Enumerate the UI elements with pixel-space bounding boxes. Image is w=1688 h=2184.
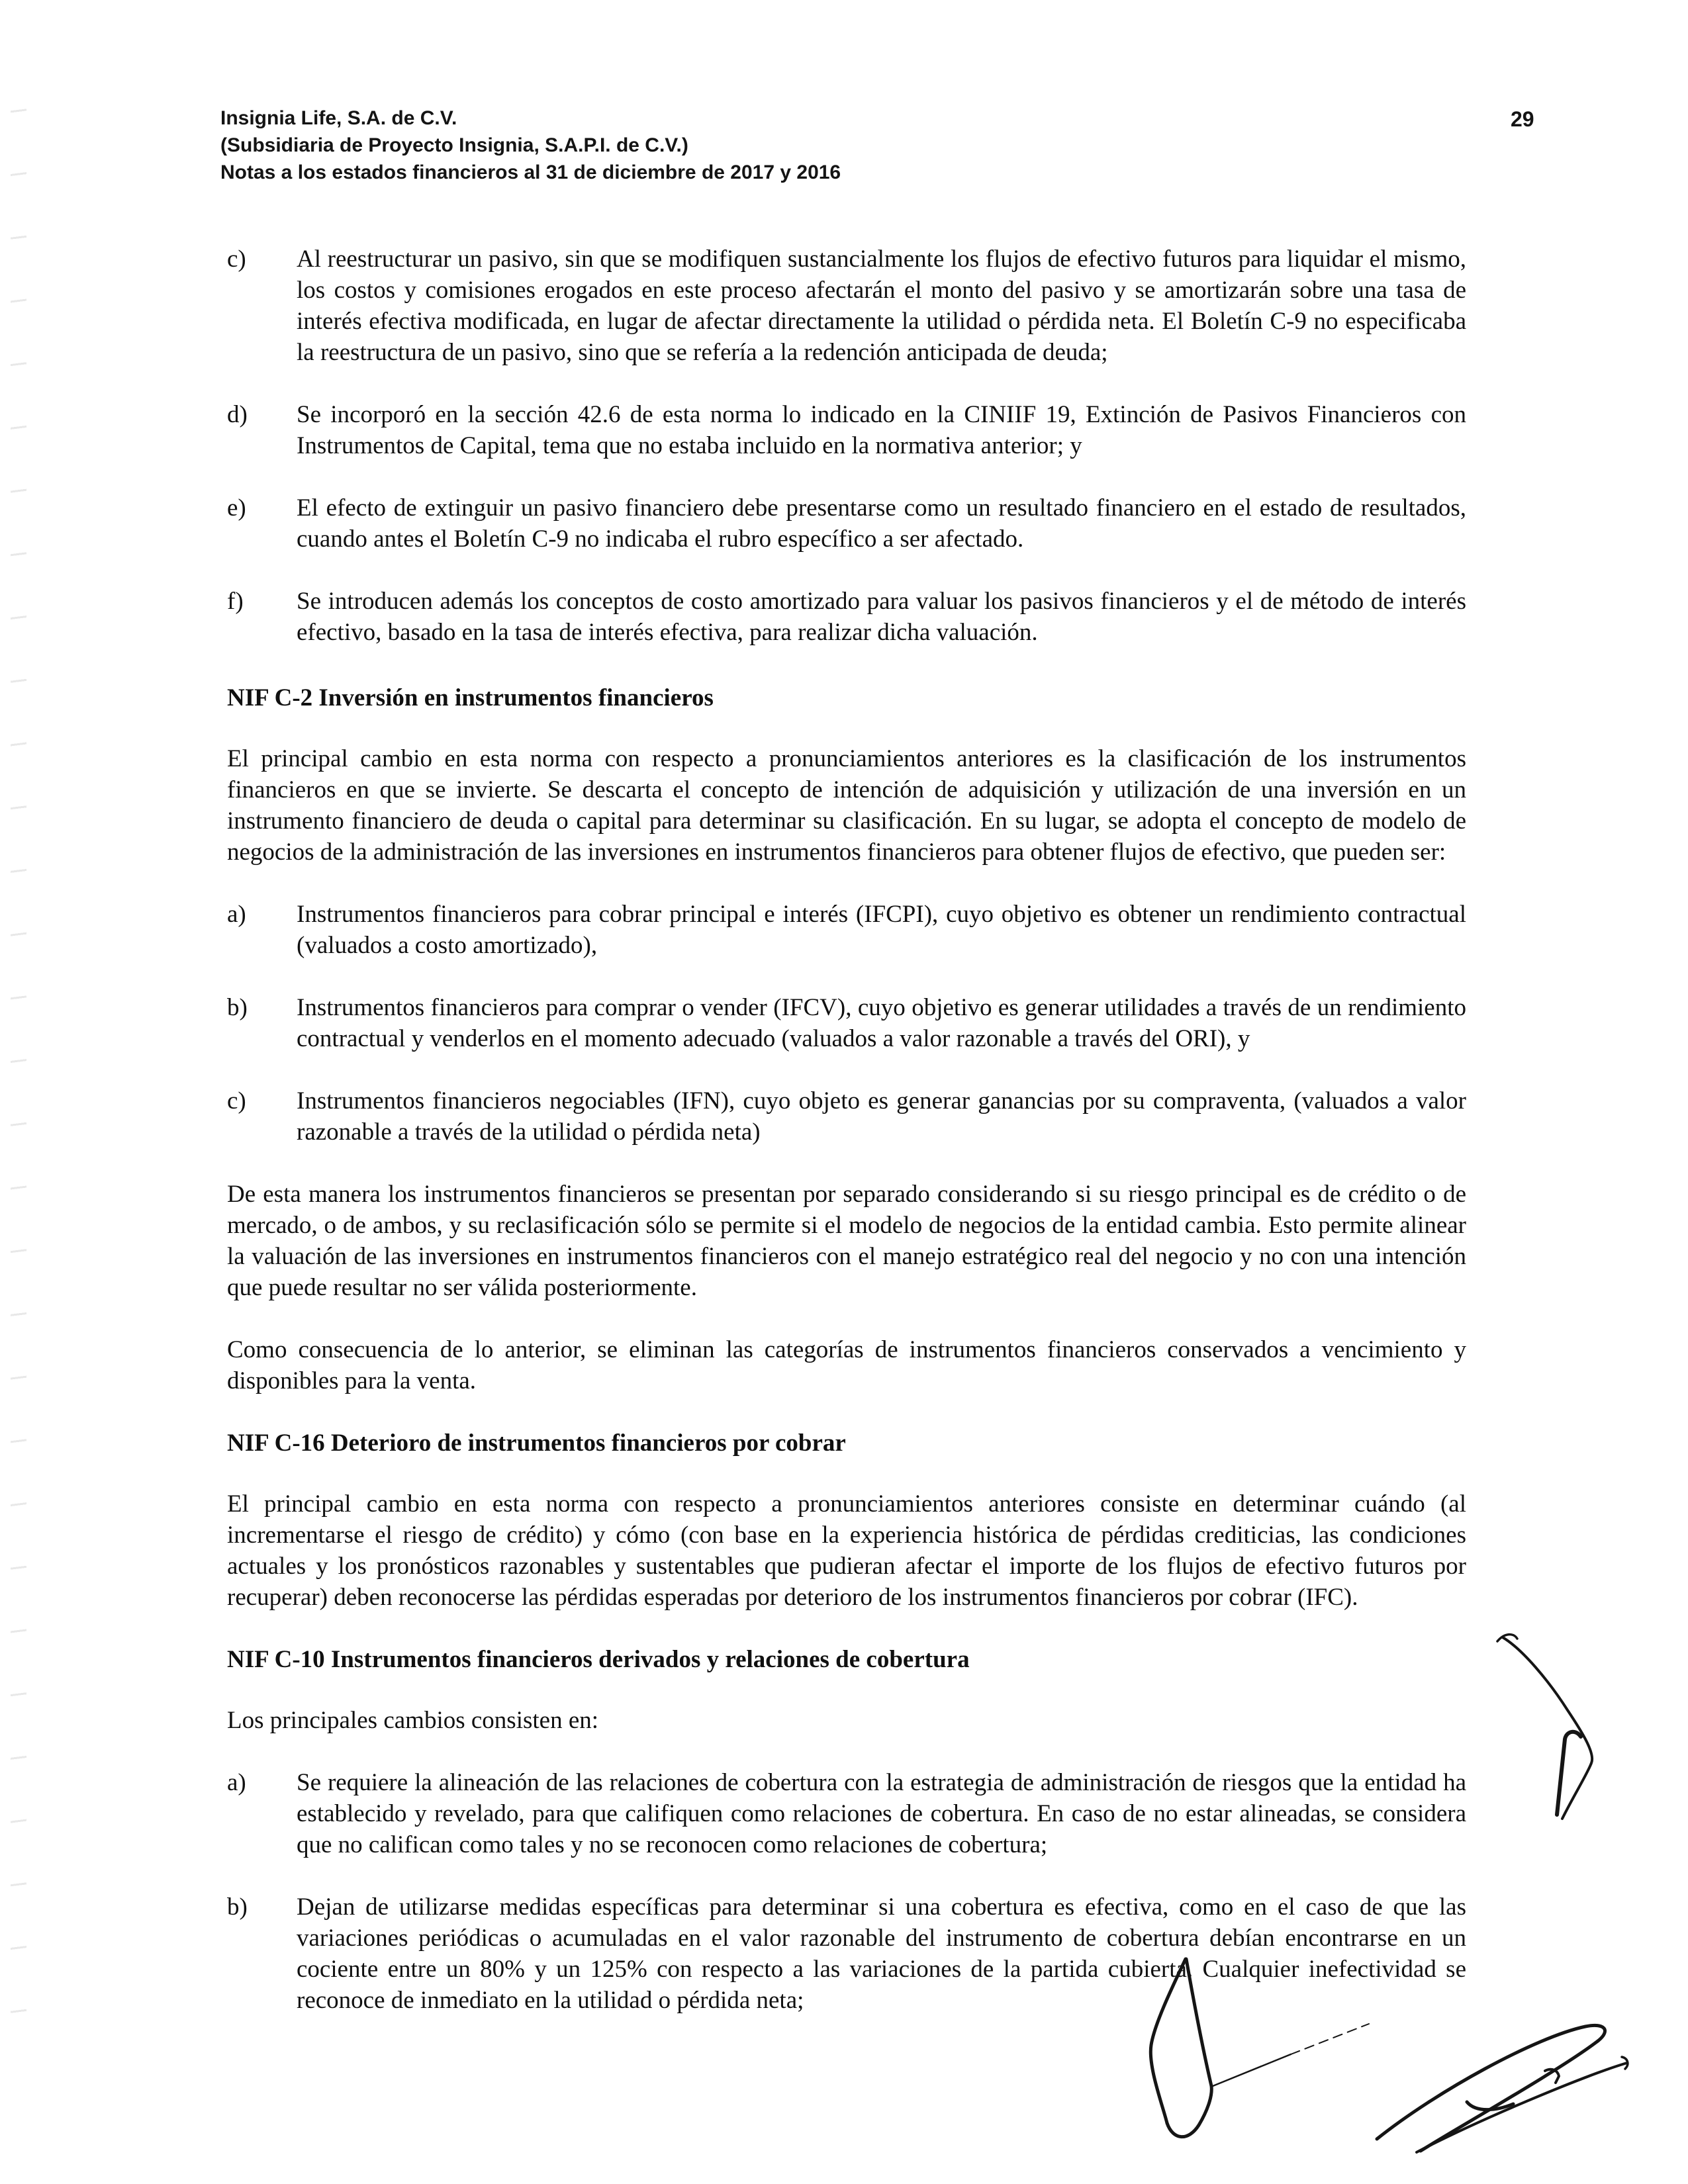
section-heading-nif-c2: NIF C-2 Inversión en instrumentos financieros [227, 684, 714, 711]
list-item-marker: c) [227, 1087, 246, 1115]
list-item-text: Al reestructurar un pasivo, sin que se modifiquen sustancialmente los flujos de efectivo futuros para liquidar el mismo, los costos y comisiones erogados en este proceso afectarán el monto del pasivo y se amortizarán sobre una tasa de interés efectiva modificada, en lugar de afectar directamente la utilidad o pérdida neta. El Boletín C-9 no especificaba la reestructura de un pasivo, sino que se refería a la redención anticipada de deuda; [297, 246, 1466, 366]
scan-margin-artifacts [11, 83, 26, 2055]
list-item-text: Dejan de utilizarse medidas específicas para determinar si una cobertura es efectiva, como en el caso de que las variaciones periódicas o acumuladas en el valor razonable del instrumento de cobertura debían encontrarse en un cociente entre un 80% y un 125% con respecto a las variaciones de la partida cubierta. Cualquier inefectividad se reconoce de inmediato en la utilidad o pérdida neta; [297, 1893, 1466, 2014]
section-heading-nif-c16: NIF C-16 Deterioro de instrumentos financieros por cobrar [227, 1430, 846, 1457]
notes-title-line: Notas a los estados financieros al 31 de diciembre de 2017 y 2016 [220, 161, 841, 183]
list-item [227, 586, 1466, 648]
section-heading-nif-c10: NIF C-10 Instrumentos financieros derivados y relaciones de cobertura [227, 1646, 970, 1673]
list-item-marker: a) [227, 1769, 246, 1796]
list-item-text: Instrumentos financieros para cobrar principal e interés (IFCPI), cuyo objetivo es obtener un rendimiento contractual (valuados a costo amortizado), [297, 901, 1466, 959]
list-item [227, 244, 1466, 368]
list-item-marker: a) [227, 901, 246, 928]
paragraph: El principal cambio en esta norma con respecto a pronunciamientos anteriores es la clasificación de los instrumentos financieros en que se invierte. Se descarta el concepto de intención de adquisición y utilización de una inversión en un instrumento financiero de deuda o capital para determinar su clasificación. En su lugar, se adopta el concepto de modelo de negocios de la administración de las inversiones en instrumentos financieros para obtener flujos de efectivo, que pueden ser: [227, 745, 1466, 866]
list-item-text: Se introducen además los conceptos de costo amortizado para valuar los pasivos financieros y el de método de interés efectivo, basado en la tasa de interés efectiva, para realizar dicha valuación. [297, 588, 1466, 646]
list-item-marker: c) [227, 246, 246, 273]
list-item [227, 899, 1466, 961]
list-item [227, 492, 1466, 555]
list-item [227, 1767, 1466, 1860]
pen-signature-doodle [1377, 2025, 1628, 2152]
list-item-text: El efecto de extinguir un pasivo financiero debe presentarse como un resultado financiero en el estado de resultados, cuando antes el Boletín C-9 no indicaba el rubro específico a ser afectado. [297, 494, 1466, 553]
list-item [227, 1891, 1466, 2016]
list-item [227, 1085, 1466, 1148]
paragraph: Los principales cambios consisten en: [227, 1707, 599, 1734]
list-item [227, 399, 1466, 461]
list-item-text: Se incorporó en la sección 42.6 de esta norma lo indicado en la CINIIF 19, Extinción de Pasivos Financieros con Instrumentos de Capital, tema que no estaba incluido en la normativa anterior; y [297, 401, 1466, 459]
page-number: 29 [1511, 107, 1534, 131]
list-item-marker: d) [227, 401, 248, 428]
list-item-marker: b) [227, 994, 248, 1021]
list-item-text: Se requiere la alineación de las relaciones de cobertura con la estrategia de administración de riesgos que la entidad ha establecido y revelado, para que califiquen como relaciones de cobertura. En caso de no estar alineadas, se considera que no califican como tales y no se reconocen como relaciones de cobertura; [297, 1769, 1466, 1858]
pen-checkmark-stroke [1497, 1635, 1592, 1819]
paragraph: De esta manera los instrumentos financieros se presentan por separado considerando si su riesgo principal es de crédito o de mercado, o de ambos, y su reclasificación sólo se permite si el modelo de negocios de la entidad cambia. Esto permite alinear la valuación de las inversiones en instrumentos financieros con el manejo estratégico real del negocio y no con una intención que puede resultar no ser válida posteriormente. [227, 1181, 1466, 1301]
subsidiary-line: (Subsidiaria de Proyecto Insignia, S.A.P.I. de C.V.) [220, 134, 688, 156]
document-header [220, 105, 841, 186]
company-name: Insignia Life, S.A. de C.V. [220, 107, 457, 129]
list-item-marker: e) [227, 494, 246, 522]
list-item-text: Instrumentos financieros negociables (IFN), cuyo objeto es generar ganancias por su compraventa, (valuados a valor razonable a través de la utilidad o pérdida neta) [297, 1087, 1466, 1146]
paragraph: El principal cambio en esta norma con respecto a pronunciamientos anteriores consiste en determinar cuándo (al incrementarse el riesgo de crédito) y cómo (con base en la experiencia histórica de pérdidas crediticias, las condiciones actuales y los pronósticos razonables y sustentables que pudieran afectar el importe de los flujos de efectivo futuros por recuperar) deben reconocerse las pérdidas esperadas por deterioro de los instrumentos financieros por cobrar (IFC). [227, 1490, 1466, 1611]
document-body [227, 244, 1466, 2016]
list-item-marker: b) [227, 1893, 248, 1921]
list-item [227, 992, 1466, 1054]
paragraph: Como consecuencia de lo anterior, se eliminan las categorías de instrumentos financieros conservados a vencimiento y disponibles para la venta. [227, 1336, 1466, 1394]
list-item-text: Instrumentos financieros para comprar o vender (IFCV), cuyo objetivo es generar utilidades a través de un rendimiento contractual y venderlos en el momento adecuado (valuados a valor razonable a través del ORI), y [297, 994, 1466, 1052]
list-item-marker: f) [227, 588, 244, 615]
